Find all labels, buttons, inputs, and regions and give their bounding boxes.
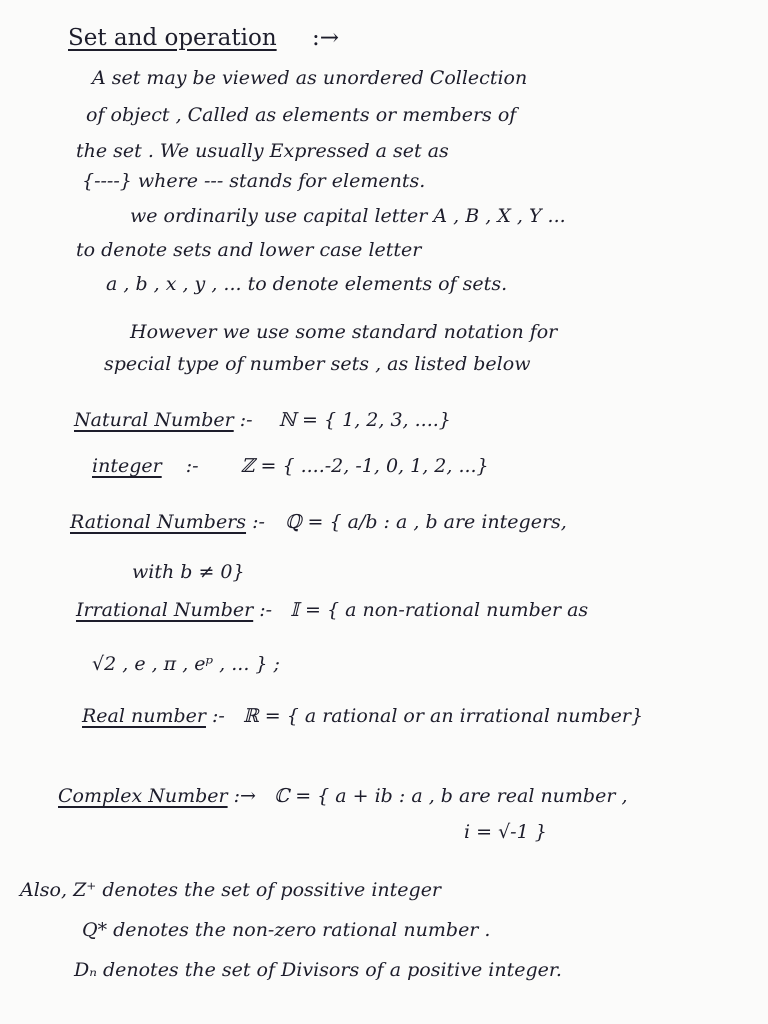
irrational-number-cont: √2 , e , π , eᵖ , ... } ; (92, 653, 280, 675)
intro-line-1: A set may be viewed as unordered Collection (92, 67, 528, 89)
note-line-2: special type of number sets , as listed below (104, 353, 531, 375)
rational-number-sep: :- (252, 511, 265, 533)
real-number-label: Real number (82, 705, 206, 727)
complex-number-cont: i = √-1 } (464, 821, 547, 843)
natural-number-sep: :- (239, 409, 253, 431)
also-line-3: Dₙ denotes the set of Divisors of a positive integer. (74, 959, 562, 981)
integer-expr: ℤ = { ....-2, -1, 0, 1, 2, ...} (240, 455, 489, 477)
natural-number-label: Natural Number (74, 409, 234, 431)
rational-number-label: Rational Numbers (70, 511, 247, 533)
also-line-1: Also, Z⁺ denotes the set of possitive integer (20, 879, 442, 901)
natural-number-def (74, 408, 451, 432)
note-line-1: However we use some standard notation for (130, 321, 558, 343)
irrational-number-def (76, 598, 588, 622)
intro-line-5: we ordinarily use capital letter A , B , X , Y ... (130, 205, 566, 227)
rational-number-cont: with b ≠ 0} (132, 561, 245, 583)
intro-line-6: to denote sets and lower case letter (76, 239, 422, 261)
real-number-sep: :- (212, 705, 225, 727)
irrational-number-label: Irrational Number (76, 599, 254, 621)
irrational-number-expr: 𝕀 = { a non-rational number as (290, 599, 589, 621)
intro-line-2: of object , Called as elements or members of (86, 104, 517, 126)
rational-number-expr: ℚ = { a/b : a , b are integers, (284, 511, 567, 533)
rational-number-def (70, 510, 567, 534)
real-number-expr: ℝ = { a rational or an irrational number} (242, 705, 644, 727)
intro-line-4: {----} where --- stands for elements. (82, 170, 426, 192)
complex-number-label: Complex Number (58, 785, 228, 807)
integer-sep: :- (185, 455, 199, 477)
page-title (68, 26, 339, 50)
title-suffix: :→ (311, 25, 339, 51)
complex-number-sep: :→ (233, 785, 256, 807)
also-line-2: Q* denotes the non-zero rational number . (82, 919, 491, 941)
intro-line-7: a , b , x , y , ... to denote elements of sets. (106, 273, 508, 295)
intro-line-3: the set . We usually Expressed a set as (76, 140, 449, 162)
complex-number-expr: ℂ = { a + ib : a , b are real number , (274, 785, 628, 807)
natural-number-expr: ℕ = { 1, 2, 3, ....} (278, 409, 451, 431)
integer-def (92, 454, 489, 478)
integer-label: integer (92, 455, 162, 477)
real-number-def (82, 704, 643, 728)
complex-number-def (58, 784, 628, 808)
title-text: Set and operation (68, 25, 277, 51)
irrational-number-sep: :- (259, 599, 273, 621)
